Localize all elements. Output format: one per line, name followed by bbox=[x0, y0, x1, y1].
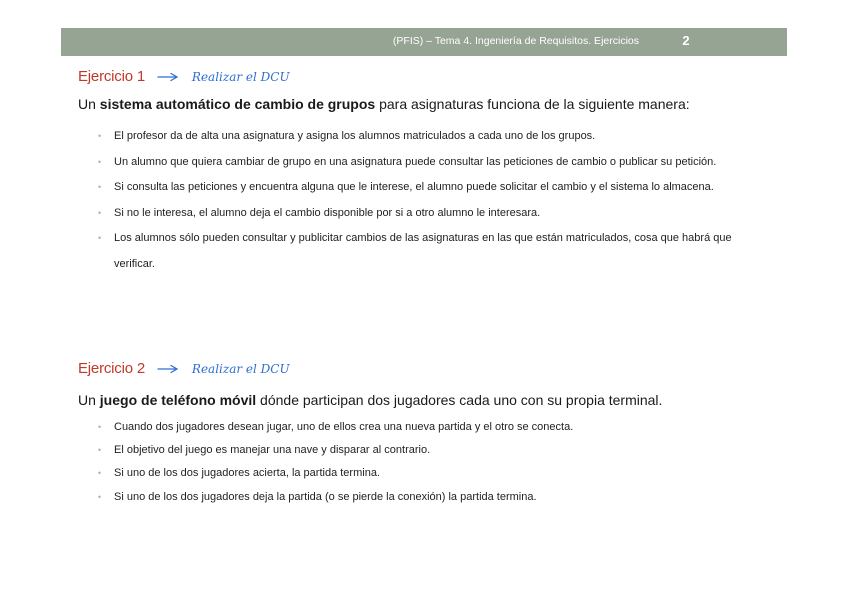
arrow-right-icon bbox=[157, 72, 179, 82]
slide-header bbox=[61, 28, 787, 56]
intro-bold: sistema automático de cambio de grupos bbox=[99, 96, 376, 112]
exercise-2-heading bbox=[78, 360, 290, 382]
list-item: • Si no le interesa, el alumno deja el cambio disponible por si a otro alumno le interesara. bbox=[98, 201, 770, 227]
intro-suffix: para asignaturas funciona de la siguiente manera: bbox=[375, 96, 690, 112]
list-item: • El objetivo del juego es manejar una nave y disparar al contrario. bbox=[98, 439, 770, 462]
exercise-1-handwritten-note: Realizar el DCU bbox=[191, 69, 290, 84]
list-item: • Si consulta las peticiones y encuentra alguna que le interese, el alumno puede solicitar el cambio y el sistema lo almacena. bbox=[98, 175, 770, 201]
list-item: • Un alumno que quiera cambiar de grupo en una asignatura puede consultar las peticiones de cambio o publicar su petición. bbox=[98, 150, 770, 176]
exercise-2-handwritten-note: Realizar el DCU bbox=[191, 361, 290, 376]
exercise-2-intro bbox=[78, 392, 662, 408]
intro-bold: juego de teléfono móvil bbox=[99, 392, 257, 408]
list-item: • Los alumnos sólo pueden consultar y publicitar cambios de las asignaturas en las que están matriculados, cosa que habrá que verificar. bbox=[98, 226, 770, 277]
list-item: • El profesor da de alta una asignatura y asigna los alumnos matriculados a cada uno de los grupos. bbox=[98, 124, 770, 150]
list-item: • Si uno de los dos jugadores acierta, la partida termina. bbox=[98, 462, 770, 485]
exercise-1-intro bbox=[78, 96, 690, 112]
list-item: • Cuando dos jugadores desean jugar, uno de ellos crea una nueva partida y el otro se conecta. bbox=[98, 416, 770, 439]
intro-prefix: Un bbox=[78, 96, 100, 112]
exercise-2-bullet-list bbox=[98, 416, 770, 509]
page-number: 2 bbox=[682, 33, 690, 48]
arrow-right-icon bbox=[157, 364, 179, 374]
exercise-1-title: Ejercicio 1 bbox=[78, 68, 145, 86]
header-title: (PFIS) – Tema 4. Ingeniería de Requisitos. Ejercicios bbox=[392, 35, 639, 47]
list-item: • Si uno de los dos jugadores deja la partida (o se pierde la conexión) la partida termina. bbox=[98, 486, 770, 509]
intro-prefix: Un bbox=[78, 392, 100, 408]
exercise-1-bullet-list bbox=[98, 124, 770, 277]
exercise-2-title: Ejercicio 2 bbox=[78, 360, 145, 378]
intro-suffix: dónde participan dos jugadores cada uno con su propia terminal. bbox=[256, 392, 663, 408]
exercise-1-heading bbox=[78, 68, 290, 90]
